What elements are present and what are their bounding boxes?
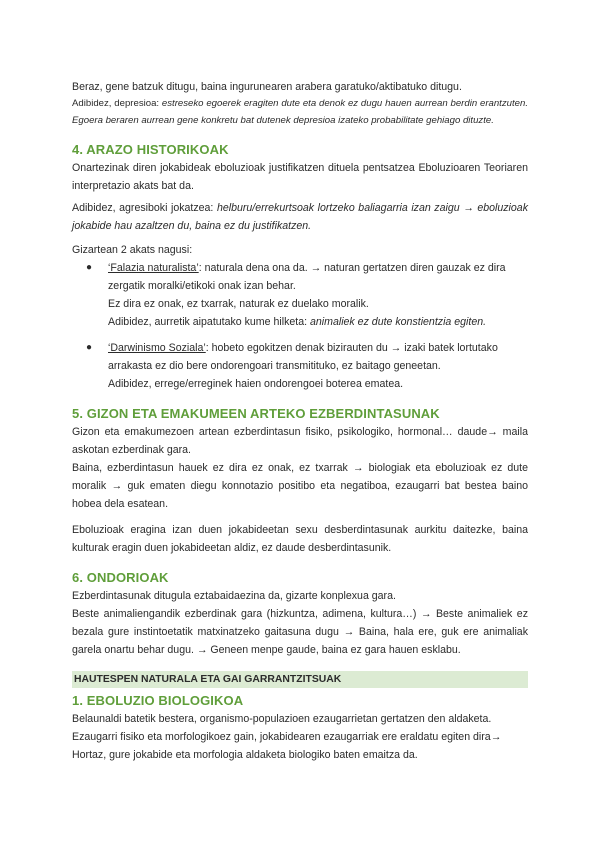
section-bio-paragraph-1: Belaunaldi batetik bestera, organismo-populazioen ezaugarrietan gertatzen den aldaketa. bbox=[72, 713, 492, 725]
section-4-paragraph-3: Gizartean 2 akats nagusi: bbox=[72, 244, 193, 256]
list-item: ● ‘Darwinismo Soziala’: hobeto egokitzen denak bizirauten du → izaki batek lortutako arrakasta ez dio bere ondorengoari transmitituko, ez baitago geneetan. Adibidez, errege/erreginek haien ondorengoei boterea ematea. bbox=[72, 339, 528, 393]
section-5-paragraph-1: Gizon eta emakumezoen artean ezberdintasun fisiko, psikologiko, hormonal… daude→ maila askotan ezberdinak gara. bbox=[72, 426, 528, 456]
section-4-paragraph-1: Onartezinak diren jokabideak eboluzioak justifikatzen dituela pentsatzea Eboluzioaren Teoriaren interpretazio akats bat da. bbox=[72, 162, 528, 192]
section-5-paragraph-2: Baina, ezberdintasun hauek ez dira ez onak, ez txarrak → biologiak eta eboluzioak ez dute moralik → guk ematen diegu konnotazio positibo eta negatiboa, ezaugarri bat bestea baino hobea dela esatean. bbox=[72, 462, 528, 510]
document-page bbox=[72, 78, 528, 764]
section-6-paragraph-2: Beste animaliengandik ezberdinak gara (hizkuntza, adimena, kultura…) → Beste animaliek ez bezala gure instintoetatik matxinatzeko gaitasuna dugu → Baina, hala ere, guk ere animaliak garela onartu behar dugu. → Geneen menpe gaude, baina ez gara hauen esklabu. bbox=[72, 608, 528, 656]
section-bio-heading: 1. EBOLUZIO BIOLOGIKOA bbox=[72, 693, 244, 708]
section-5-heading: 5. GIZON ETA EMAKUMEEN ARTEKO EZBERDINTASUNAK bbox=[72, 406, 440, 421]
bullet-icon: ● bbox=[86, 262, 93, 273]
intro-example: Adibidez, depresioa: estreseko egoerek eragiten dute eta denok ez dugu hauen aurrean berdin erantzuten. Egoera beraren aurrean gene konkretu bat dutenek depresioa izateko probabilitate gehiago dituzte. bbox=[72, 98, 528, 126]
intro-paragraph: Beraz, gene batzuk ditugu, baina ingurunearen arabera garatuko/aktibatuko ditugu. bbox=[72, 81, 462, 93]
section-6-heading: 6. ONDORIOAK bbox=[72, 570, 169, 585]
section-4-example: Adibidez, agresiboki jokatzea: helburu/errekurtsoak lortzeko baliagarria izan zaigu → eboluzioak jokabide hau azaltzen du, baina ez du justifikatzen. bbox=[72, 202, 528, 232]
list-item: ● ‘Falazia naturalista’: naturala dena ona da. → naturan gertatzen diren gauzak ez dira zergatik moralki/etikoki onak izan behar. Ez dira ez onak, ez txarrak, naturak ez duelako moralik. Adibidez, aurretik aipatutako kume hilketa: animaliek ez dute konstientzia egiten. bbox=[72, 259, 528, 331]
section-6-paragraph-1: Ezberdintasunak ditugula eztabaidaezina da, gizarte konplexua gara. bbox=[72, 590, 396, 602]
section-5-paragraph-3: Eboluzioak eragina izan duen jokabideetan sexu desberdintasunak aurkitu daitezke, baina kulturak eragin duen jokabideetan aldiz, ez daude desberdintasunik. bbox=[72, 524, 528, 554]
section-bio-paragraph-2: Ezaugarri fisiko eta morfologikoez gain, jokabidearen ezaugarriak ere eraldatu egiten dira→ Hortaz, gure jokabide eta morfologia aldaketa biologiko baten emaitza da. bbox=[72, 731, 502, 761]
section-4-heading: 4. ARAZO HISTORIKOAK bbox=[72, 142, 229, 157]
chapter-banner: HAUTESPEN NATURALA ETA GAI GARRANTZITSUAK bbox=[72, 671, 528, 688]
bullet-icon: ● bbox=[86, 342, 93, 353]
errors-list bbox=[72, 259, 528, 393]
